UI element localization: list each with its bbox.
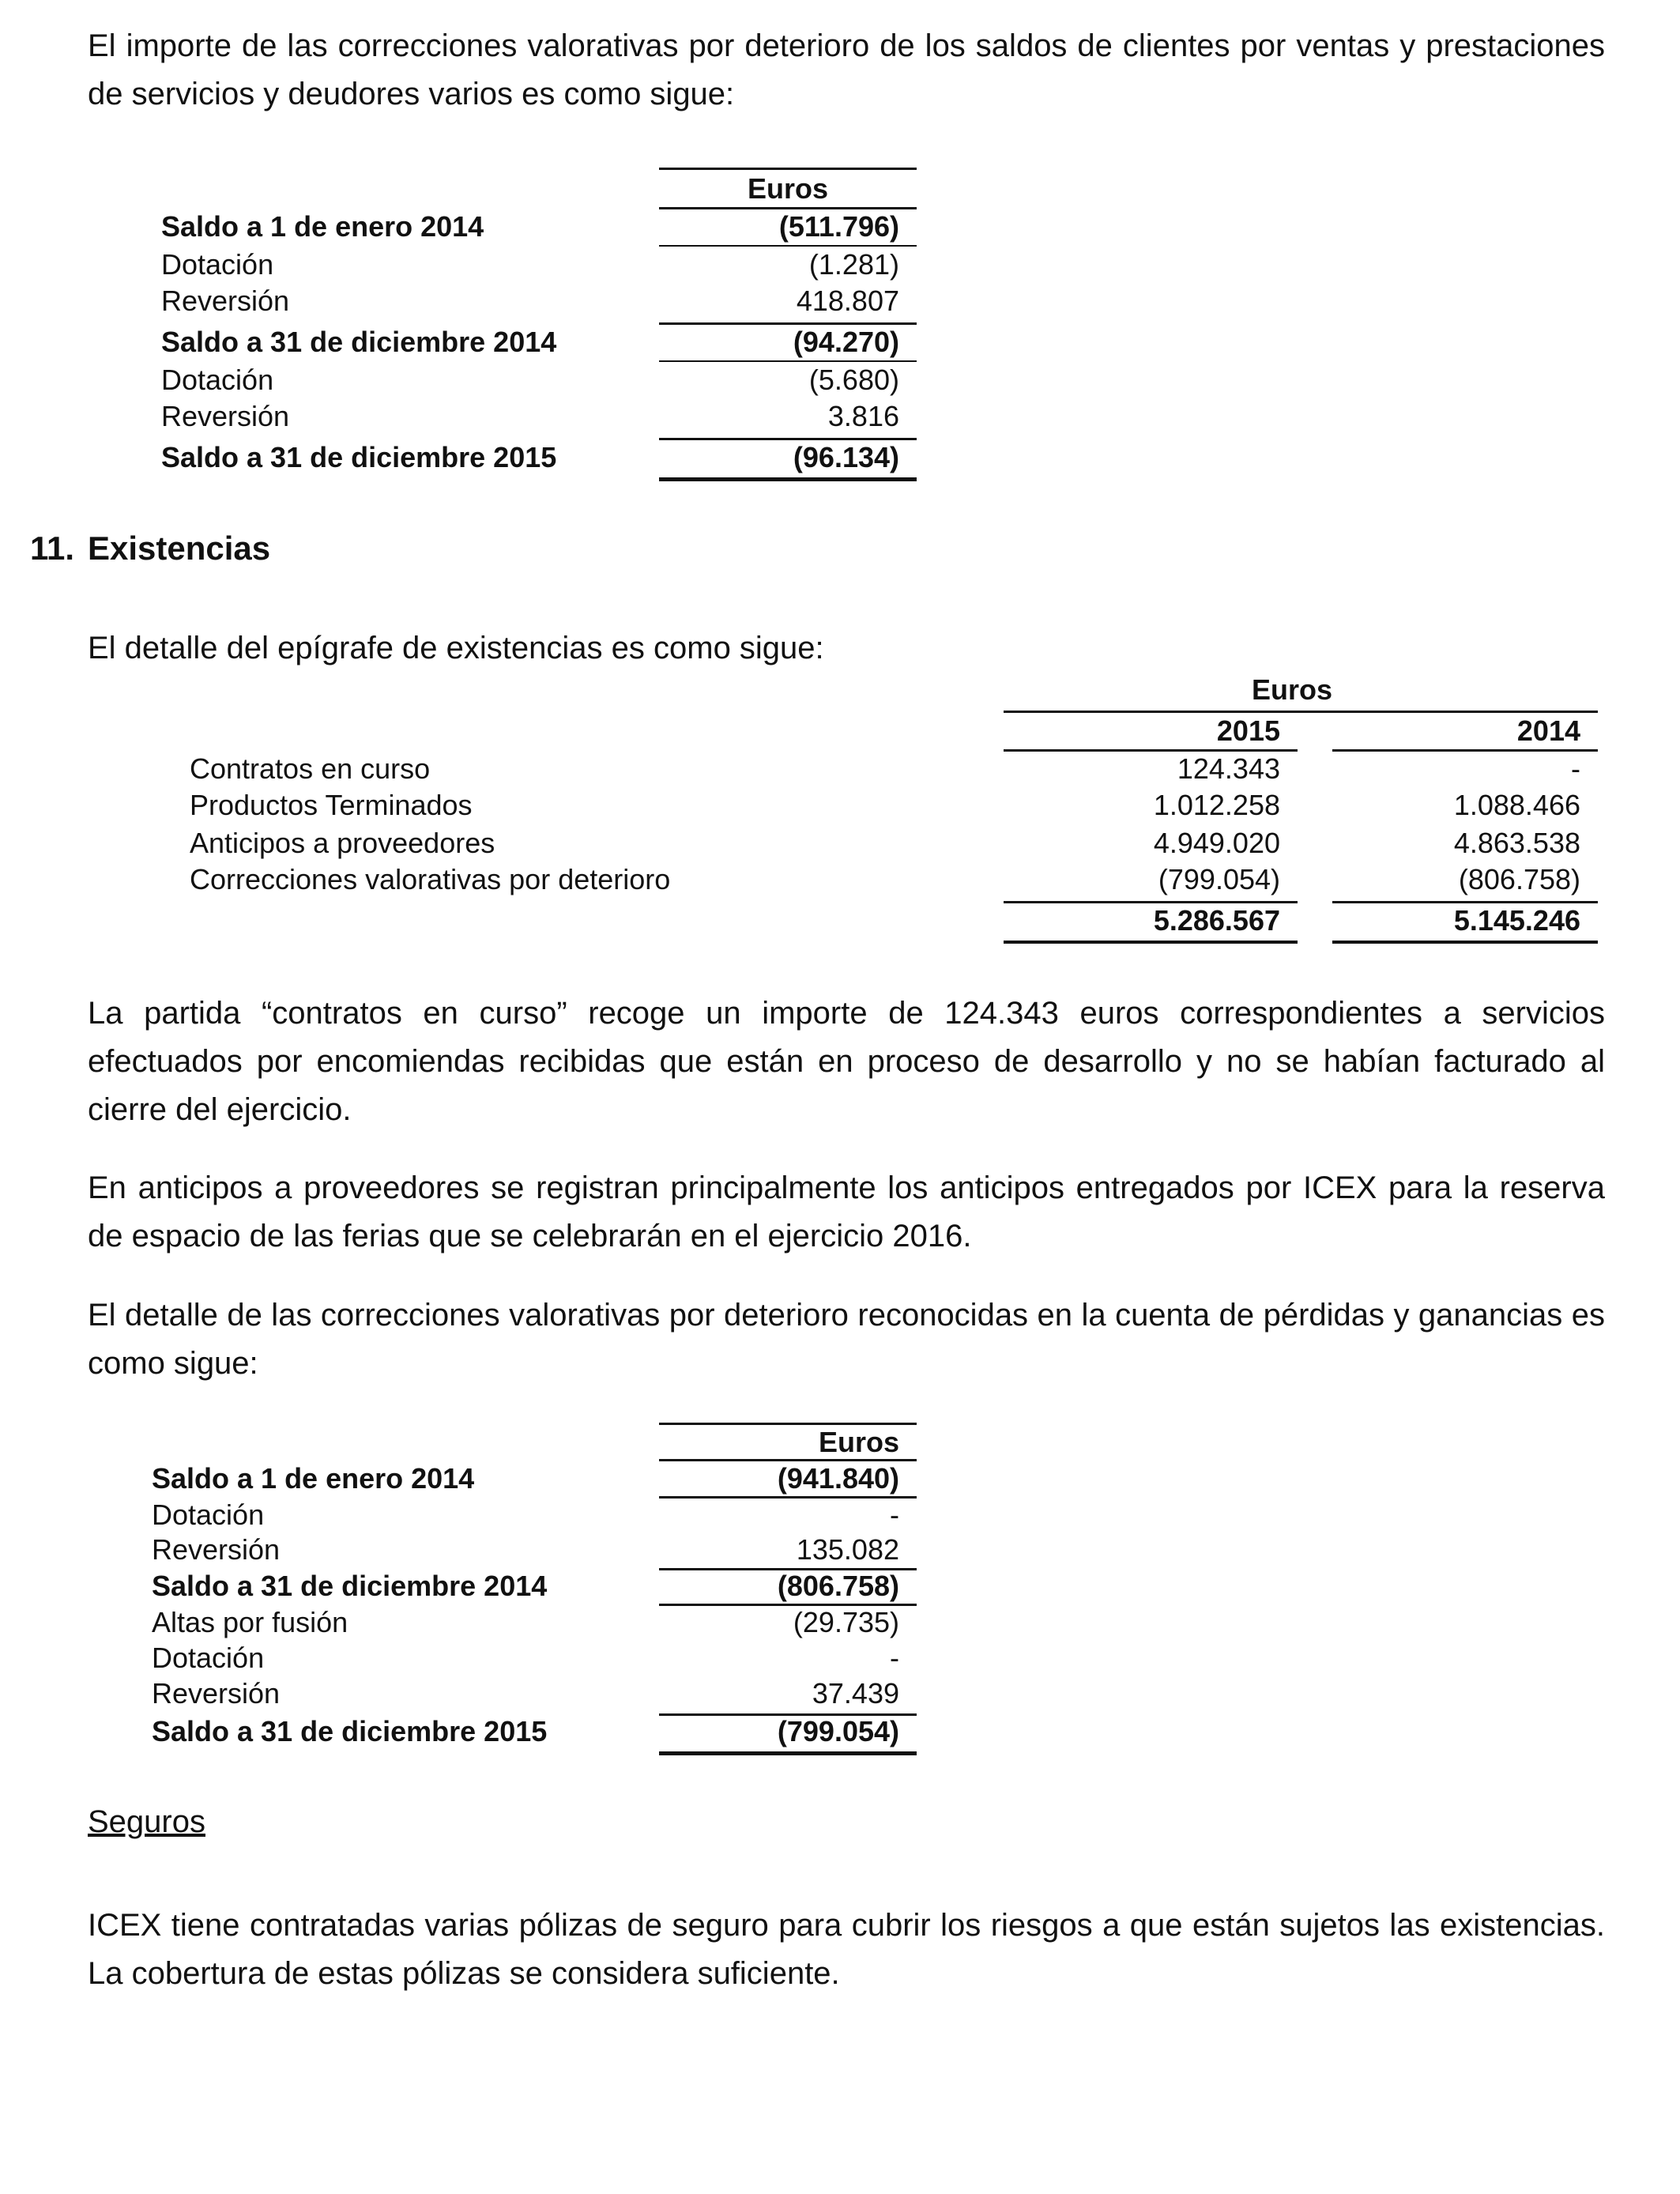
paragraph-correcciones: El detalle de las correcciones valorativas por deterioro reconocidas en la cuenta de pérdidas y ganancias es como sigue: [88, 1298, 1605, 1381]
table-existencias: Euros 2015 2014 Contratos en curso 124.343 - Productos Terminados 1.012.258 1.088.466 Anticipos a proveedores 4.949.020 4.863.538 Correcciones valorativas por deterioro (799.054) (806.758) 5.286.567 5.145.246 [0, 672, 1680, 956]
table-row-label: Contratos en curso [190, 752, 431, 785]
seguros-heading: Seguros [88, 1804, 205, 1839]
table-row: Reversión 3.816 [161, 400, 899, 432]
table-row: Saldo a 31 de diciembre 2015 (799.054) [152, 1715, 899, 1747]
table-row: Reversión 135.082 [152, 1533, 899, 1566]
total-2015: 5.286.567 [1153, 904, 1280, 937]
paragraph-contratos: La partida “contratos en curso” recoge un importe de 124.343 euros correspondientes a servicios efectuados por encomiendas recibidas que están en proceso de desarrollo y no se habían facturado al cierre del ejercicio. [88, 996, 1605, 1127]
table-row: Dotación (5.680) [161, 364, 899, 396]
existencias-intro: El detalle del epígrafe de existencias es como sigue: [88, 631, 824, 665]
table-row-label: Anticipos a proveedores [190, 827, 495, 859]
table-row: Saldo a 1 de enero 2014 (941.840) [152, 1462, 899, 1495]
table-row: Reversión 418.807 [161, 285, 899, 317]
table-row: Dotación - [152, 1642, 899, 1674]
table-row-label: Productos Terminados [190, 789, 473, 821]
table-row: Saldo a 1 de enero 2014 (511.796) [161, 210, 899, 243]
table-header-euros: Euros [818, 1426, 899, 1458]
seguros-paragraph: ICEX tiene contratadas varias pólizas de seguro para cubrir los riesgos a que están sujetos las existencias. La cobertura de estas pólizas se considera suficiente. [88, 1908, 1605, 1991]
section-heading [30, 530, 270, 567]
table-header-euros: Euros [1251, 673, 1333, 706]
table-row: Dotación - [152, 1498, 899, 1531]
intro-paragraph: El importe de las correcciones valorativas por deterioro de los saldos de clientes por ventas y prestaciones de servicios y deudores varios es como sigue: [88, 28, 1605, 111]
paragraph-anticipos: En anticipos a proveedores se registran principalmente los anticipos entregados por ICEX para la reserva de espacio de las ferias que se celebrarán en el ejercicio 2016. [88, 1171, 1605, 1253]
table-deterioro-existencias [152, 1423, 920, 1762]
column-header-2014: 2014 [1516, 714, 1580, 747]
table-deterioro-clientes [161, 168, 920, 492]
column-header-2015: 2015 [1216, 714, 1280, 747]
table-row: Dotación (1.281) [161, 248, 899, 281]
table-row: Saldo a 31 de diciembre 2015 (96.134) [161, 441, 899, 473]
table-row: Saldo a 31 de diciembre 2014 (806.758) [152, 1570, 899, 1602]
table-row: Saldo a 31 de diciembre 2014 (94.270) [161, 326, 899, 358]
total-2014: 5.145.246 [1453, 904, 1580, 937]
section-title: Existencias [88, 530, 271, 567]
table-row-label: Correcciones valorativas por deterioro [190, 863, 671, 895]
table-row: Reversión 37.439 [152, 1677, 899, 1710]
table-header-euros: Euros [747, 172, 829, 205]
section-number: 11. [30, 530, 75, 567]
table-row: Altas por fusión (29.735) [152, 1606, 899, 1638]
table-rule [659, 168, 917, 170]
